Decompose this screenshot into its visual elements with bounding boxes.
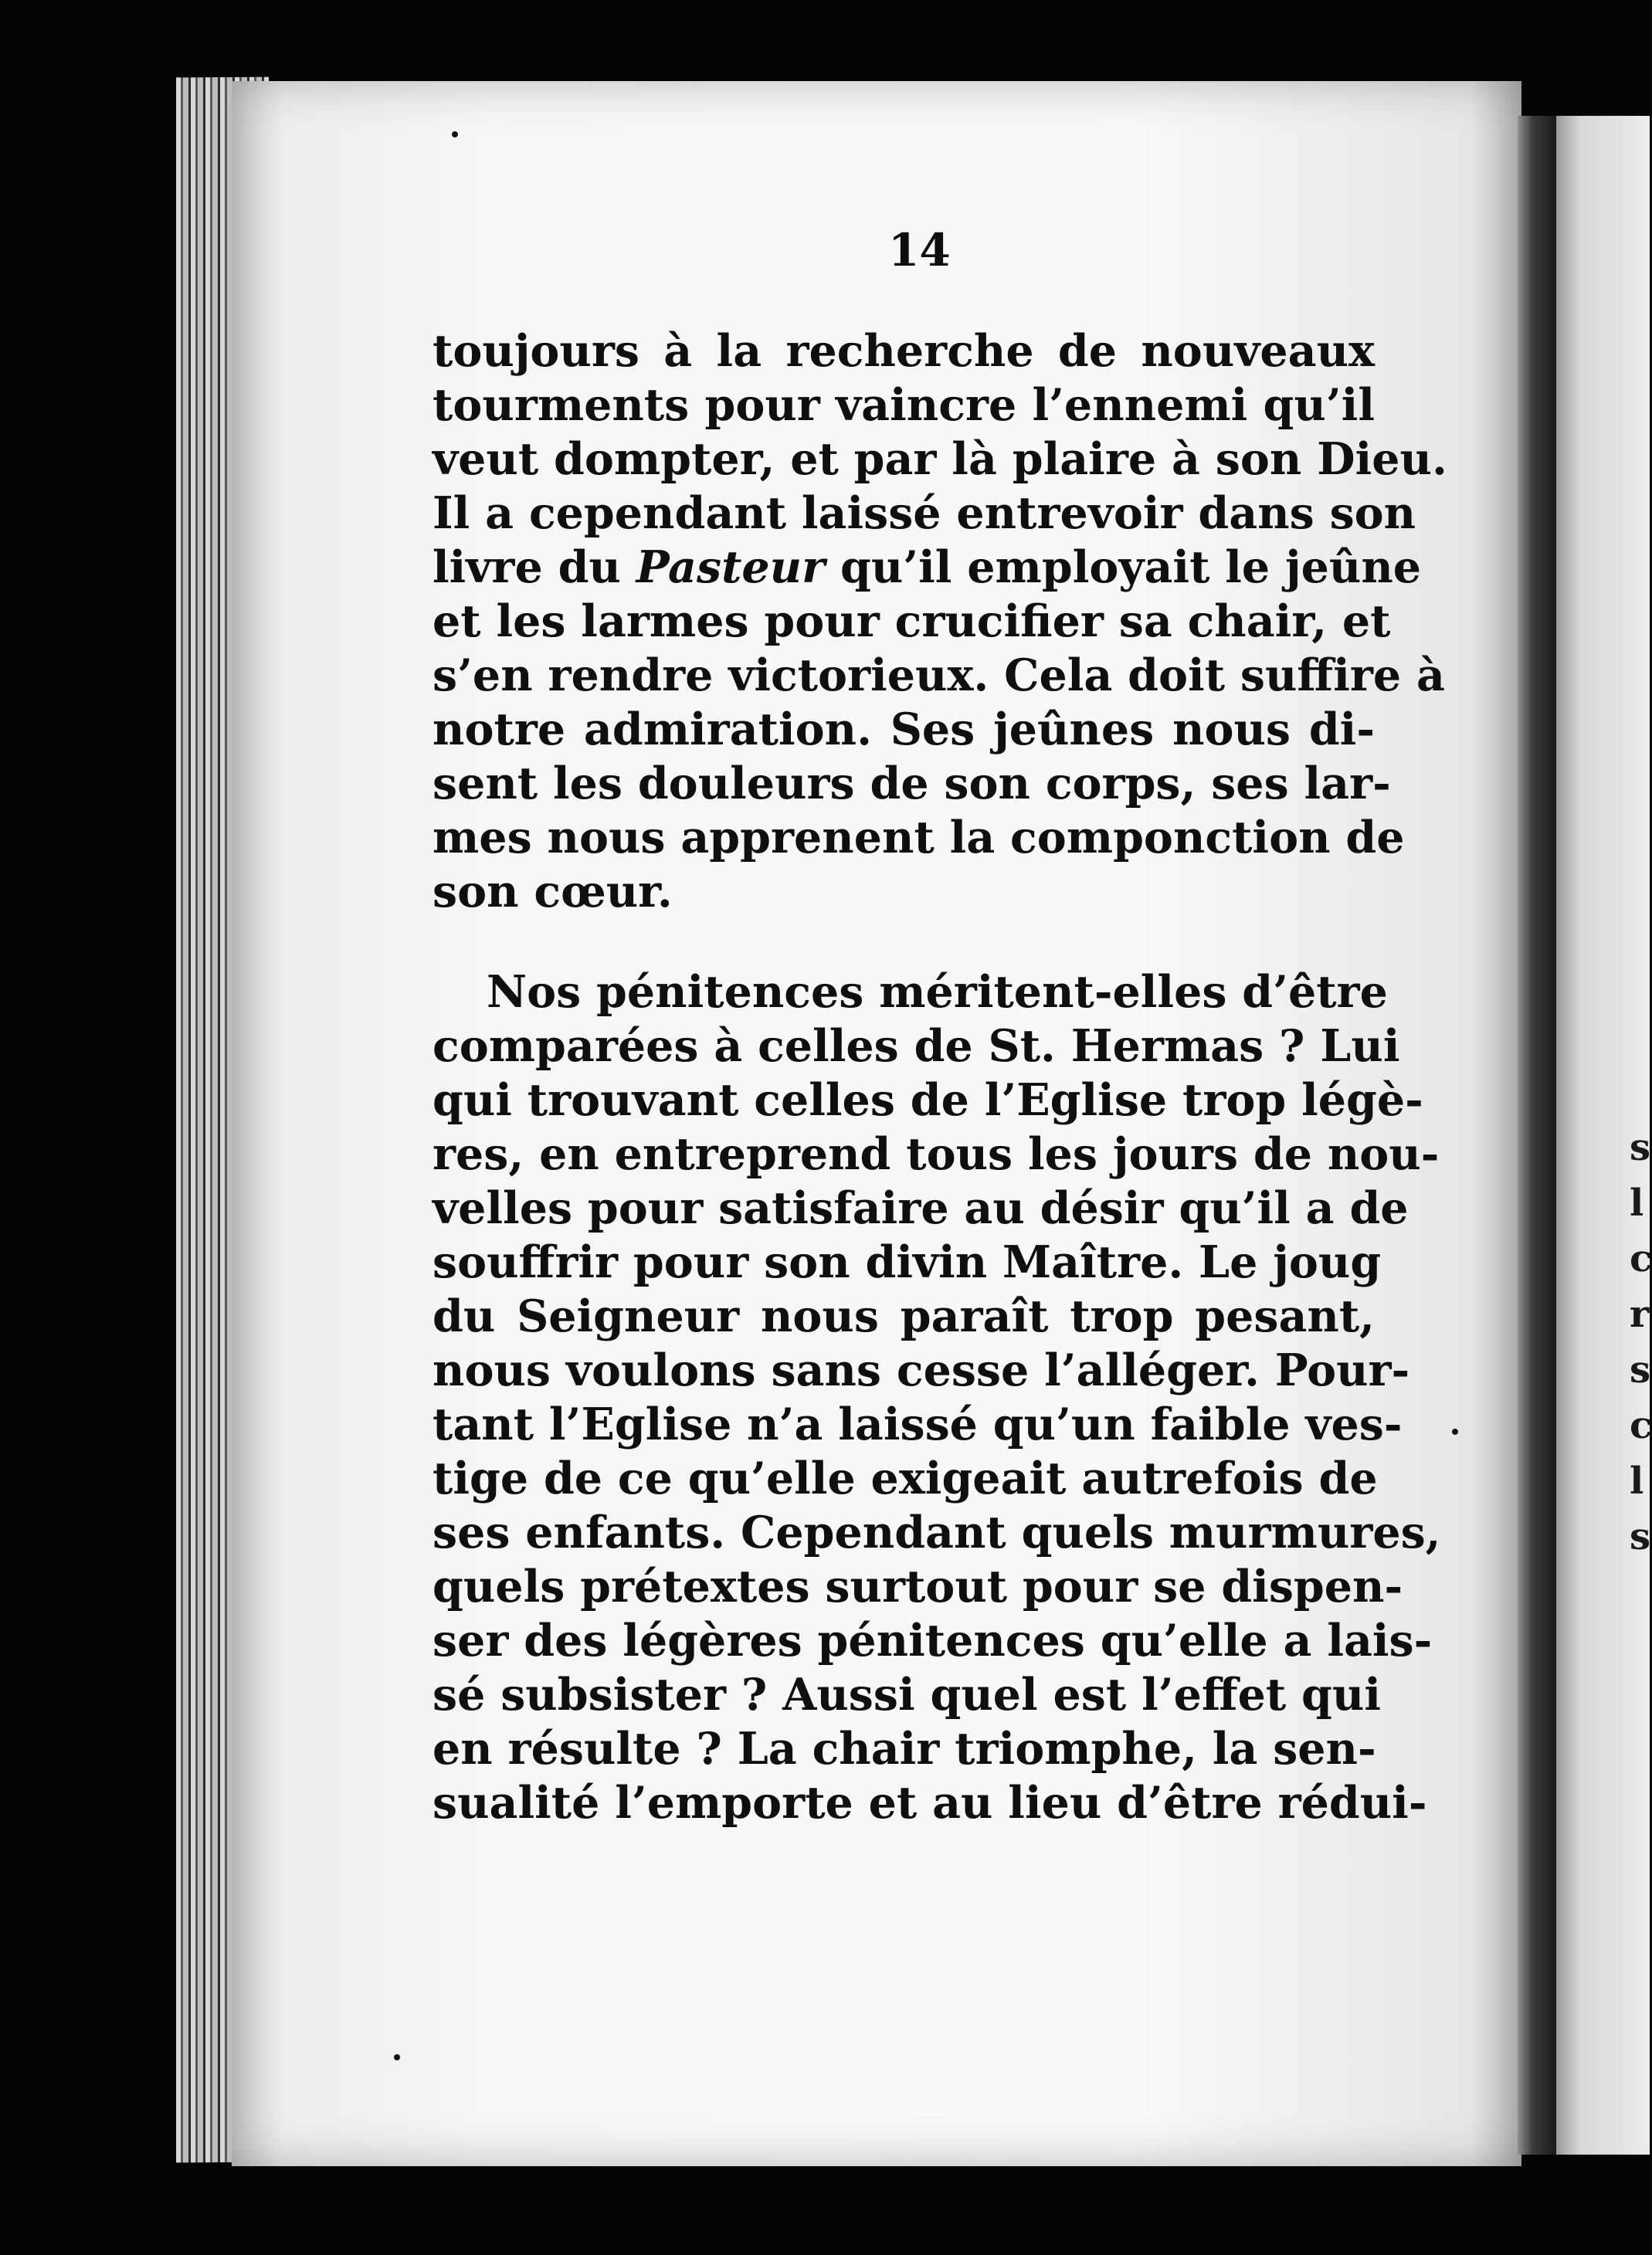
text-line: ses enfants. Cependant quels murmures, — [433, 1507, 1441, 1558]
text-line: tourments pour vaincre l’ennemi qu’il — [433, 379, 1375, 431]
text-line: mes nous apprenent la componction de — [433, 812, 1405, 863]
text-line: veut dompter, et par là plaire à son Dieu. — [433, 433, 1447, 485]
facing-page-fragments — [1630, 1120, 1650, 1892]
text-line: et les larmes pour crucifier sa chair, et — [433, 595, 1391, 647]
body-text — [433, 324, 1447, 1830]
book-gutter — [1518, 116, 1556, 2155]
speck — [394, 2054, 400, 2060]
facing-page-letter: r — [1630, 1293, 1650, 1336]
text-line: livre du Pasteur qu’il employait le jeûne — [433, 541, 1422, 593]
text-line: velles pour satisfaire au désir qu’il a de — [433, 1182, 1409, 1234]
text-line: son cœur. — [433, 866, 673, 917]
text-line: toujours à la recherche de nouveaux — [433, 325, 1375, 377]
speck — [1452, 1429, 1458, 1435]
text-line: tant l’Eglise n’a laissé qu’un faible ves- — [433, 1399, 1403, 1450]
text-line: en résulte ? La chair triomphe, la sen- — [433, 1723, 1376, 1775]
text-line: comparées à celles de St. Hermas ? Lui — [433, 1020, 1400, 1072]
text-line: du Seigneur nous paraît trop pesant, — [433, 1290, 1375, 1342]
paragraph-1 — [433, 324, 1447, 919]
page-number: 14 — [888, 224, 951, 276]
text-line: qui trouvant celles de l’Eglise trop légè- — [433, 1074, 1423, 1126]
text-line: tige de ce qu’elle exigeait autrefois de — [433, 1453, 1378, 1504]
text-line: Il a cependant laissé entrevoir dans son — [433, 487, 1416, 539]
text-line: souffrir pour son divin Maître. Le joug — [433, 1236, 1382, 1288]
text-line: res, en entreprend tous les jours de nou- — [433, 1128, 1440, 1180]
paragraph-2 — [433, 965, 1441, 1830]
facing-page-letter: s — [1630, 1348, 1651, 1392]
text-line: quels prétextes surtout pour se dispen- — [433, 1561, 1403, 1612]
text-line: notre admiration. Ses jeûnes nous di- — [433, 704, 1375, 755]
text-line: sent les douleurs de son corps, ses lar- — [433, 758, 1391, 809]
facing-page-letter: l — [1630, 1182, 1644, 1225]
facing-page-letter: c — [1630, 1237, 1652, 1280]
speck — [452, 131, 458, 137]
facing-page-letter: l — [1630, 1460, 1644, 1503]
facing-page-letter: s — [1630, 1126, 1651, 1169]
text-line: Nos pénitences méritent-elles d’être — [487, 966, 1388, 1018]
facing-page-letter: c — [1630, 1404, 1652, 1447]
facing-page-letter: s — [1630, 1515, 1651, 1558]
text-line: sualité l’emporte et au lieu d’être rédui- — [433, 1777, 1427, 1829]
text-line: sé subsister ? Aussi quel est l’effet qui — [433, 1669, 1382, 1721]
text-line: s’en rendre victorieux. Cela doit suffire à — [433, 649, 1445, 701]
text-line: nous voulons sans cesse l’alléger. Pour- — [433, 1345, 1410, 1396]
text-line: ser des légères pénitences qu’elle a lais- — [433, 1615, 1433, 1667]
